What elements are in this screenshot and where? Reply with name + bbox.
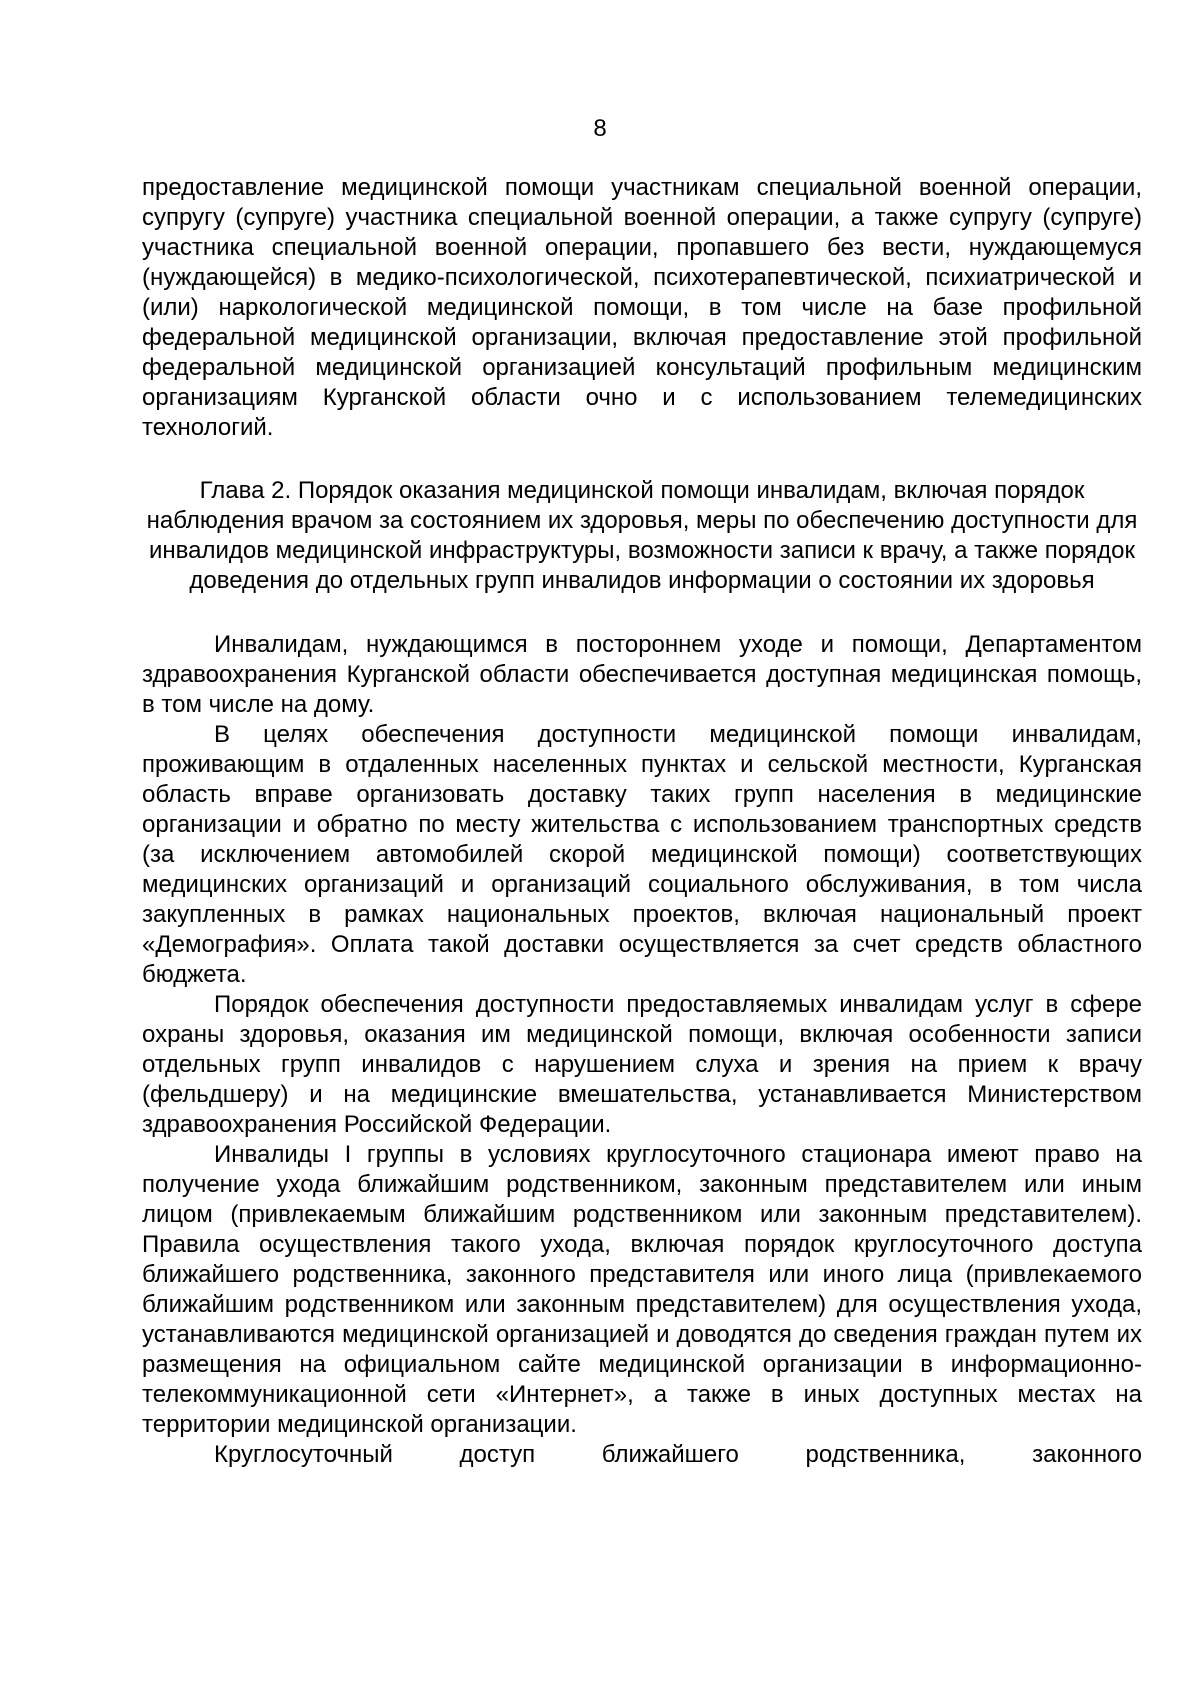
paragraph: Инвалидам, нуждающимся в постороннем уходе и помощи, Департаментом здравоохранения Курганской области обеспечивается доступная медицинская помощь, в том числе на дому. [142, 631, 1142, 718]
document-body [142, 173, 1142, 1470]
page-number: 8 [593, 115, 607, 142]
paragraph: Инвалиды I группы в условиях круглосуточного стационара имеют право на получение ухода ближайшим родственником, законным представителем или иным лицом (привлекаемым ближайшим родственником или законным представителем). Правила осуществления такого ухода, включая порядок круглосуточного доступа ближайшего родственника, законного представителя или иного лица (привлекаемого ближайшим родственником или законным представителем) для осуществления ухода, устанавливаются медицинской организацией и доводятся до сведения граждан путем их размещения на официальном сайте медицинской организации в информационно-телекоммуникационной сети «Интернет», а также в иных доступных местах на территории медицинской организации. [142, 1141, 1142, 1438]
paragraph-continued: предоставление медицинской помощи участникам специальной военной операции, супругу (супруге) участника специальной военной операции, а также супругу (супруге) участника специальной военной операции, пропавшего без вести, нуждающемуся (нуждающейся) в медико-психологической, психотерапевтической, психиатрической и (или) наркологической медицинской помощи, в том числе на базе профильной федеральной медицинской организации, включая предоставление этой профильной федеральной медицинской организацией консультаций профильным медицинским организациям Курганской области очно и с использованием телемедицинских технологий. [142, 174, 1142, 441]
paragraph-truncated: Круглосуточный доступ ближайшего родственника, законного [214, 1441, 1142, 1468]
paragraph: Порядок обеспечения доступности предоставляемых инвалидам услуг в сфере охраны здоровья, оказания им медицинской помощи, включая особенности записи отдельных групп инвалидов с нарушением слуха и зрения на прием к врачу (фельдшеру) и на медицинские вмешательства, устанавливается Министерством здравоохранения Российской Федерации. [142, 991, 1142, 1138]
chapter-heading: Глава 2. Порядок оказания медицинской помощи инвалидам, включая порядок наблюдения врачом за состоянием их здоровья, меры по обеспечению доступности для инвалидов медицинской инфраструктуры, возможности записи к врачу, а также порядок доведения до отдельных групп инвалидов информации о состоянии их здоровья [146, 477, 1138, 594]
paragraph: В целях обеспечения доступности медицинской помощи инвалидам, проживающим в отдаленных населенных пунктах и сельской местности, Курганская область вправе организовать доставку таких групп населения в медицинские организации и обратно по месту жительства с использованием транспортных средств (за исключением автомобилей скорой медицинской помощи) соответствующих медицинских организаций и организаций социального обслуживания, в том числа закупленных в рамках национальных проектов, включая национальный проект «Демография». Оплата такой доставки осуществляется за счет средств областного бюджета. [142, 721, 1142, 988]
